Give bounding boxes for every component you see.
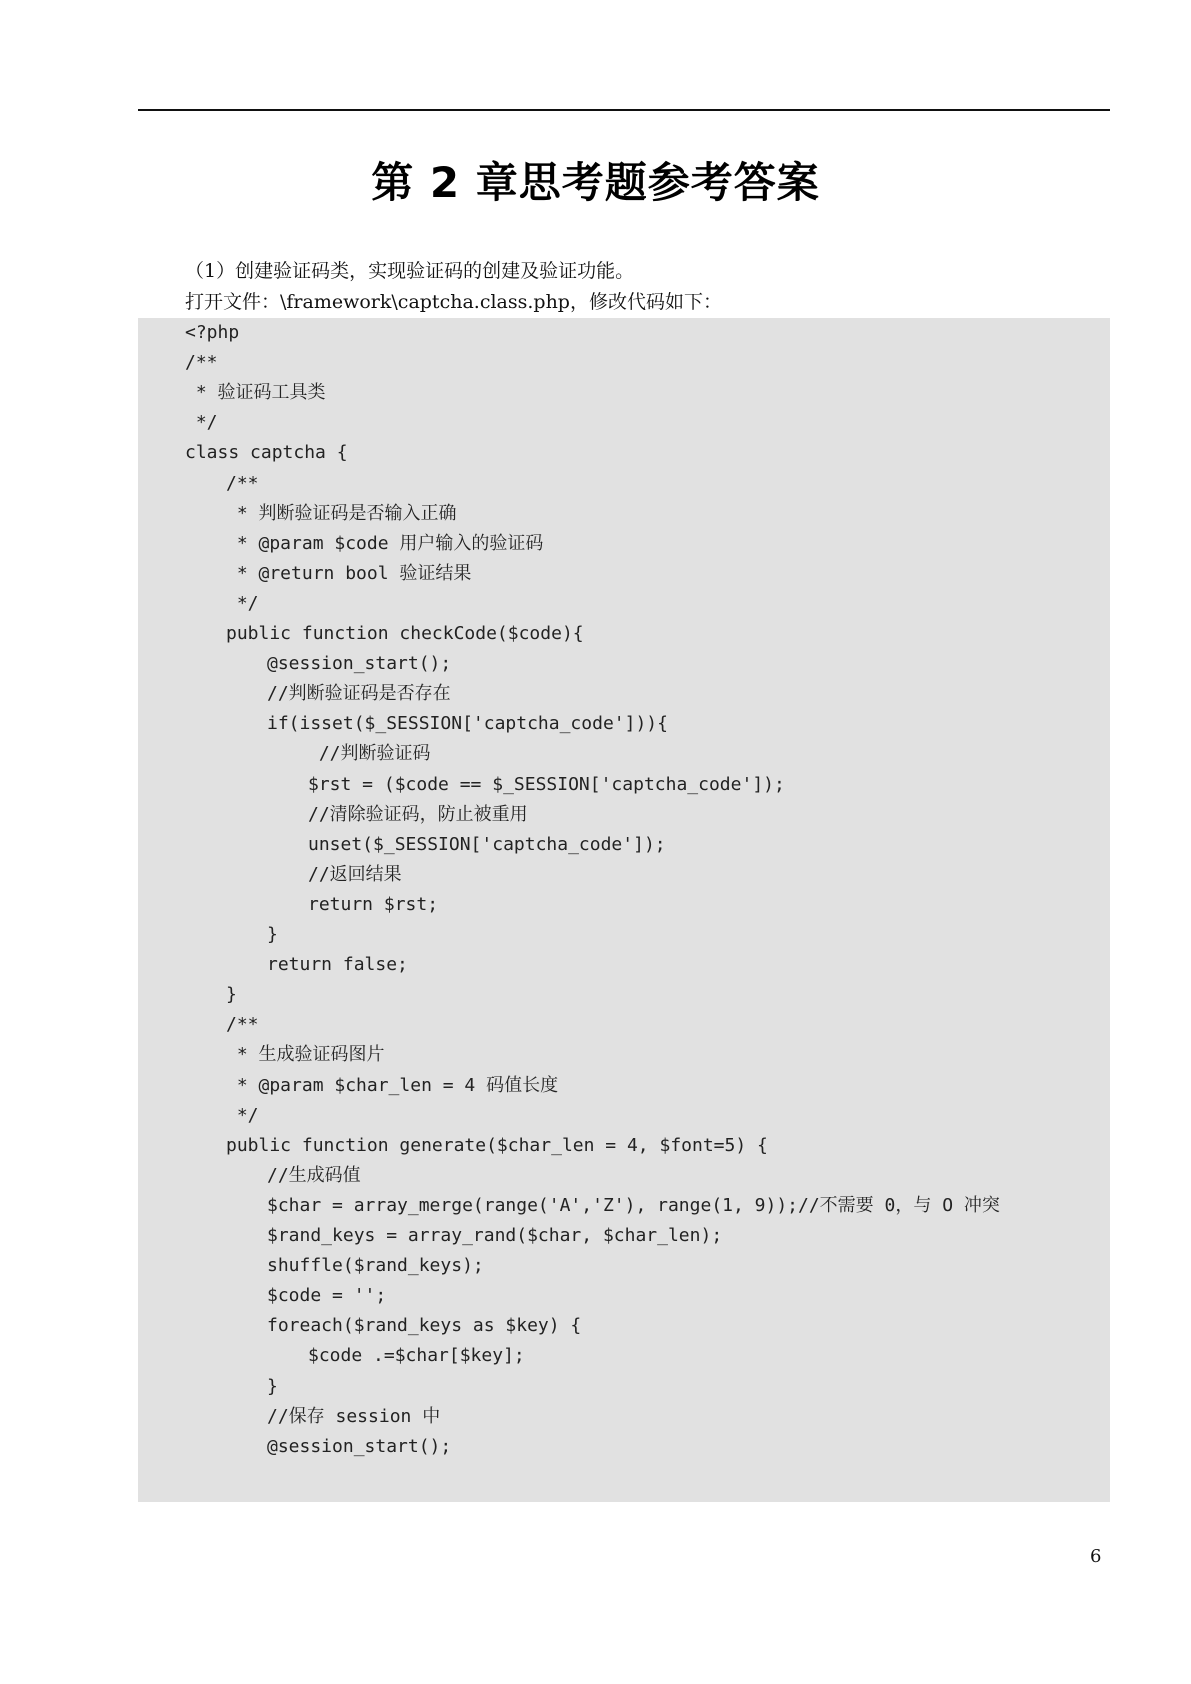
code-line: if(isset($_SESSION['captcha_code'])){ bbox=[267, 713, 668, 735]
code-block bbox=[138, 318, 1110, 1502]
code-line: $char = array_merge(range('A','Z'), range(1, 9));//不需要 0，与 O 冲突 bbox=[267, 1194, 1000, 1216]
instruction-paragraph: 打开文件：\framework\captcha.class.php，修改代码如下： bbox=[185, 291, 722, 313]
code-line: $rand_keys = array_rand($char, $char_len); bbox=[267, 1225, 723, 1246]
code-line: $code .=$char[$key]; bbox=[308, 1345, 525, 1367]
code-line: } bbox=[267, 924, 278, 945]
code-line: //保存 session 中 bbox=[267, 1405, 441, 1427]
code-line: foreach($rand_keys as $key) { bbox=[267, 1315, 582, 1337]
code-line: unset($_SESSION['captcha_code']); bbox=[308, 833, 666, 855]
code-line: //清除验证码，防止被重用 bbox=[308, 803, 528, 825]
code-line: /** bbox=[226, 472, 259, 494]
code-line: */ bbox=[226, 592, 259, 614]
code-line: /** bbox=[226, 1014, 259, 1036]
code-line: //返回结果 bbox=[308, 863, 402, 885]
code-line: return false; bbox=[267, 954, 408, 976]
code-line: * 判断验证码是否输入正确 bbox=[226, 502, 457, 524]
code-line: public function generate($char_len = 4, $font=5) { bbox=[226, 1134, 768, 1156]
code-line: } bbox=[226, 984, 237, 1006]
code-line: $rst = ($code == $_SESSION['captcha_code']); bbox=[308, 773, 785, 795]
code-line: //判断验证码是否存在 bbox=[267, 683, 451, 705]
question-paragraph: （1）创建验证码类，实现验证码的创建及验证功能。 bbox=[185, 260, 635, 282]
code-line: * 生成验证码图片 bbox=[226, 1044, 385, 1066]
code-line: @session_start(); bbox=[267, 653, 452, 675]
header-rule bbox=[138, 109, 1110, 111]
code-line: */ bbox=[226, 1104, 259, 1126]
code-line: * @param $char_len = 4 码值长度 bbox=[226, 1074, 559, 1096]
code-line: * 验证码工具类 bbox=[185, 382, 326, 404]
page-number: 6 bbox=[1090, 1546, 1102, 1567]
code-line: * @return bool 验证结果 bbox=[226, 562, 472, 584]
code-line: return $rst; bbox=[308, 893, 439, 915]
code-line: //判断验证码 bbox=[308, 743, 431, 765]
chapter-title: 第 2 章思考题参考答案 bbox=[371, 158, 820, 207]
code-line: //生成码值 bbox=[267, 1164, 361, 1186]
code-line: public function checkCode($code){ bbox=[226, 623, 584, 644]
code-line: @session_start(); bbox=[267, 1435, 452, 1457]
code-line: /** bbox=[185, 352, 218, 374]
code-line: } bbox=[267, 1375, 278, 1397]
code-line: $code = ''; bbox=[267, 1285, 387, 1307]
code-line: * @param $code 用户输入的验证码 bbox=[226, 532, 544, 554]
code-line: */ bbox=[185, 412, 218, 434]
code-line: class captcha { bbox=[185, 442, 348, 464]
code-line: shuffle($rand_keys); bbox=[267, 1255, 484, 1277]
code-line: <?php bbox=[185, 322, 240, 343]
